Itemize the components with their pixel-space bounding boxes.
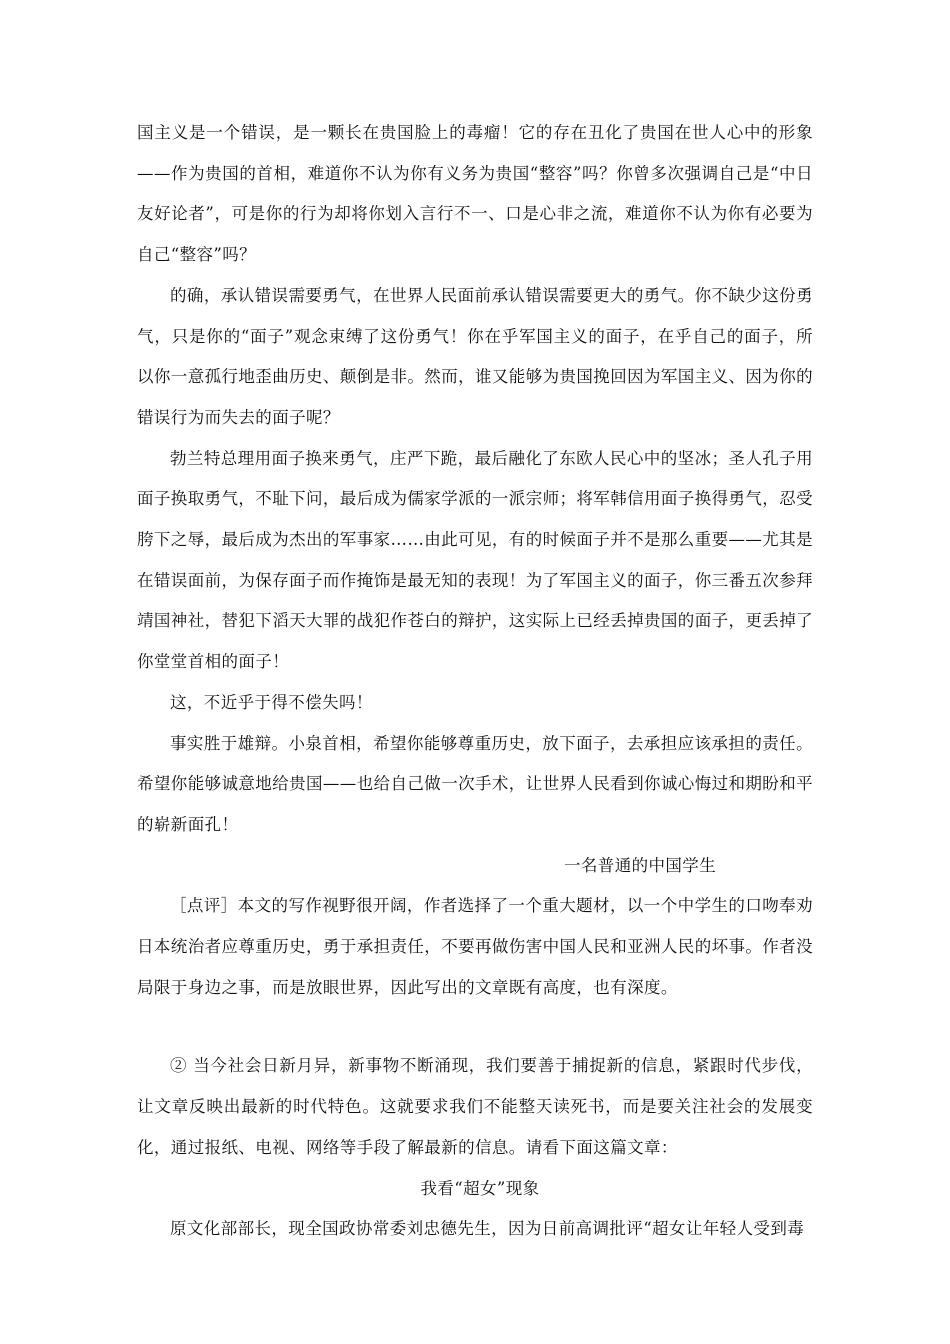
paragraph-conclusion: 事实胜于雄辩。小泉首相，希望你能够尊重历史，放下面子，去承担应该承担的责任。希望你能够诚意地给贵国——也给自己做一次手术，让世界人民看到你诚心悔过和期盼和平的崭新面孔！ xyxy=(137,733,813,834)
document-body xyxy=(137,113,813,1250)
letter-signature: 一名普通的中国学生 xyxy=(564,855,717,875)
article-first-line: 原文化部部长，现全国政协常委刘忠德先生，因为日前高调批评“超女让年轻人受到毒 xyxy=(170,1219,805,1239)
paragraph-question: 这，不近乎于得不偿失吗！ xyxy=(170,692,373,712)
paragraph-continuation: 国主义是一个错误，是一颗长在贵国脸上的毒瘤！它的存在丑化了贵国在世人心中的形象——作为贵国的首相，难道你不认为你有义务为贵国“整容”吗？你曾多次强调自己是“中日友好论者”，可是你的行为却将你划入言行不一、口是心非之流，难道你不认为你有必要为自己“整容”吗？ xyxy=(137,123,813,265)
article-title: 我看“超女”现象 xyxy=(420,1178,540,1198)
section-two-intro: ② 当今社会日新月异，新事物不断涌现，我们要善于捕捉新的信息，紧跟时代步伐，让文章反映出最新的时代特色。这就要求我们不能整天读死书，而是要关注社会的发展变化，通过报纸、电视、网络等手段了解最新的信息。请看下面这篇文章： xyxy=(137,1056,813,1157)
comment-paragraph: ［点评］本文的写作视野很开阔，作者选择了一个重大题材，以一个中学生的口吻奉劝日本统治者应尊重历史，勇于承担责任，不要再做伤害中国人民和亚洲人民的坏事。作者没局限于身边之事，而是放眼世界，因此写出的文章既有高度，也有深度。 xyxy=(137,896,813,997)
paragraph-examples: 勃兰特总理用面子换来勇气，庄严下跪，最后融化了东欧人民心中的坚冰；圣人孔子用面子换取勇气，不耻下问，最后成为儒家学派的一派宗师；将军韩信用面子换得勇气，忍受胯下之辱，最后成为杰出的军事家……由此可见，有的时候面子并不是那么重要——尤其是在错误面前，为保存面子而作掩饰是最无知的表现！为了军国主义的面子，你三番五次参拜靖国神社，替犯下滔天大罪的战犯作苍白的辩护，这实际上已经丢掉贵国的面子，更丢掉了你堂堂首相的面子！ xyxy=(137,448,813,672)
paragraph-courage: 的确，承认错误需要勇气，在世界人民面前承认错误需要更大的勇气。你不缺少这份勇气，只是你的“面子”观念束缚了这份勇气！你在乎军国主义的面子，在乎自己的面子，所以你一意孤行地歪曲历史、颠倒是非。然而，谁又能够为贵国挽回因为军国主义、因为你的错误行为而失去的面子呢？ xyxy=(137,285,813,427)
section-spacer xyxy=(137,1008,813,1046)
